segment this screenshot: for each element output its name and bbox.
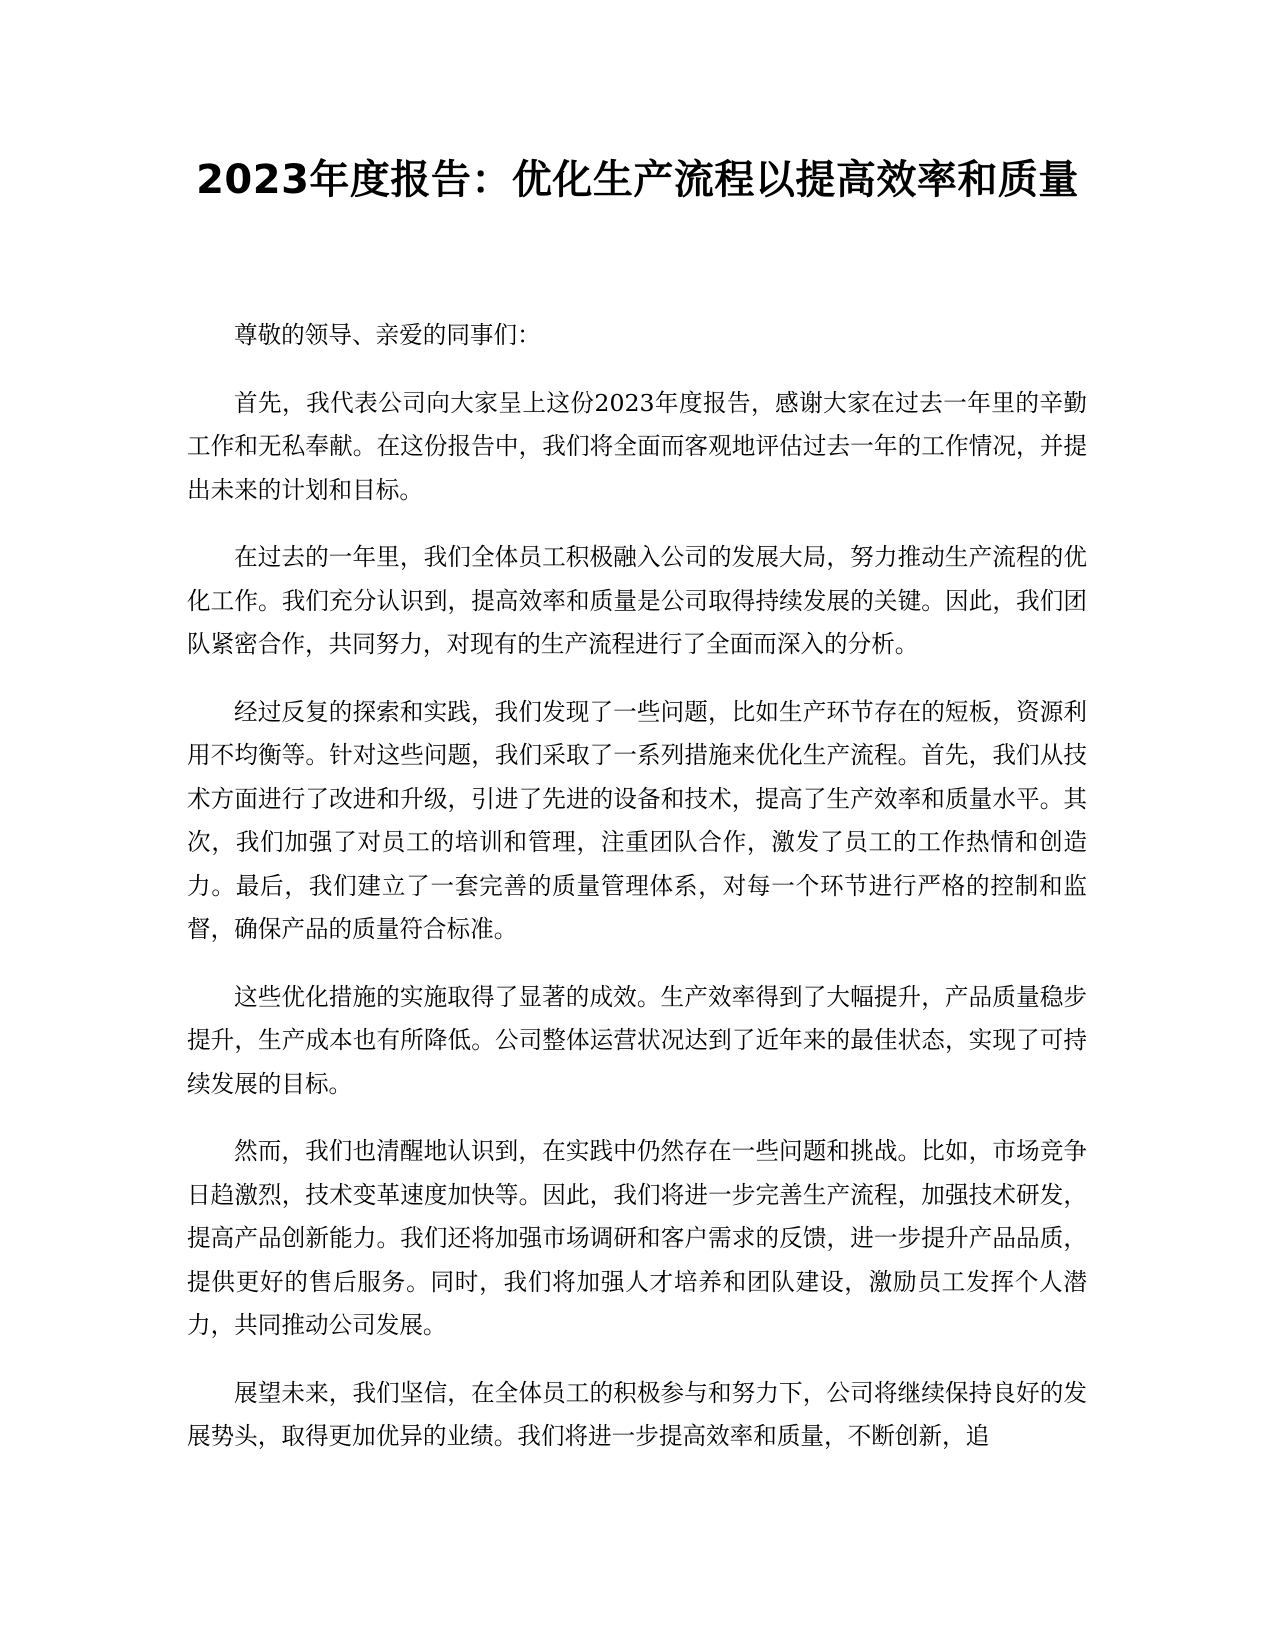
body-paragraph: 首先，我代表公司向大家呈上这份2023年度报告，感谢大家在过去一年里的辛勤工作和无私奉献。在这份报告中，我们将全面而客观地评估过去一年的工作情况，并提出未来的计划和目标。 — [187, 388, 1087, 504]
body-paragraph: 经过反复的探索和实践，我们发现了一些问题，比如生产环节存在的短板，资源利用不均衡等。针对这些问题，我们采取了一系列措施来优化生产流程。首先，我们从技术方面进行了改进和升级，引进了先进的设备和技术，提高了生产效率和质量水平。其次，我们加强了对员工的培训和管理，注重团队合作，激发了员工的工作热情和创造力。最后，我们建立了一套完善的质量管理体系，对每一个环节进行严格的控制和监督，确保产品的质量符合标准。 — [187, 697, 1087, 943]
body-paragraph: 展望未来，我们坚信，在全体员工的积极参与和努力下，公司将继续保持良好的发展势头，取得更加优异的业绩。我们将进一步提高效率和质量，不断创新，追 — [187, 1378, 1087, 1450]
body-paragraph: 然而，我们也清醒地认识到，在实践中仍然存在一些问题和挑战。比如，市场竞争日趋激烈，技术变革速度加快等。因此，我们将进一步完善生产流程，加强技术研发，提高产品创新能力。我们还将加强市场调研和客户需求的反馈，进一步提升产品品质，提供更好的售后服务。同时，我们将加强人才培养和团队建设，激励员工发挥个人潜力，共同推动公司发展。 — [187, 1137, 1087, 1339]
body-paragraph: 在过去的一年里，我们全体员工积极融入公司的发展大局，努力推动生产流程的优化工作。我们充分认识到，提高效率和质量是公司取得持续发展的关键。因此，我们团队紧密合作，共同努力，对现有的生产流程进行了全面而深入的分析。 — [187, 543, 1087, 658]
document-title: 2023年度报告：优化生产流程以提高效率和质量 — [196, 157, 1079, 203]
greeting-paragraph: 尊敬的领导、亲爱的同事们： — [234, 321, 541, 349]
body-paragraph: 这些优化措施的实施取得了显著的成效。生产效率得到了大幅提升，产品质量稳步提升，生产成本也有所降低。公司整体运营状况达到了近年来的最佳状态，实现了可持续发展的目标。 — [187, 982, 1087, 1098]
document-body — [187, 314, 1087, 1483]
